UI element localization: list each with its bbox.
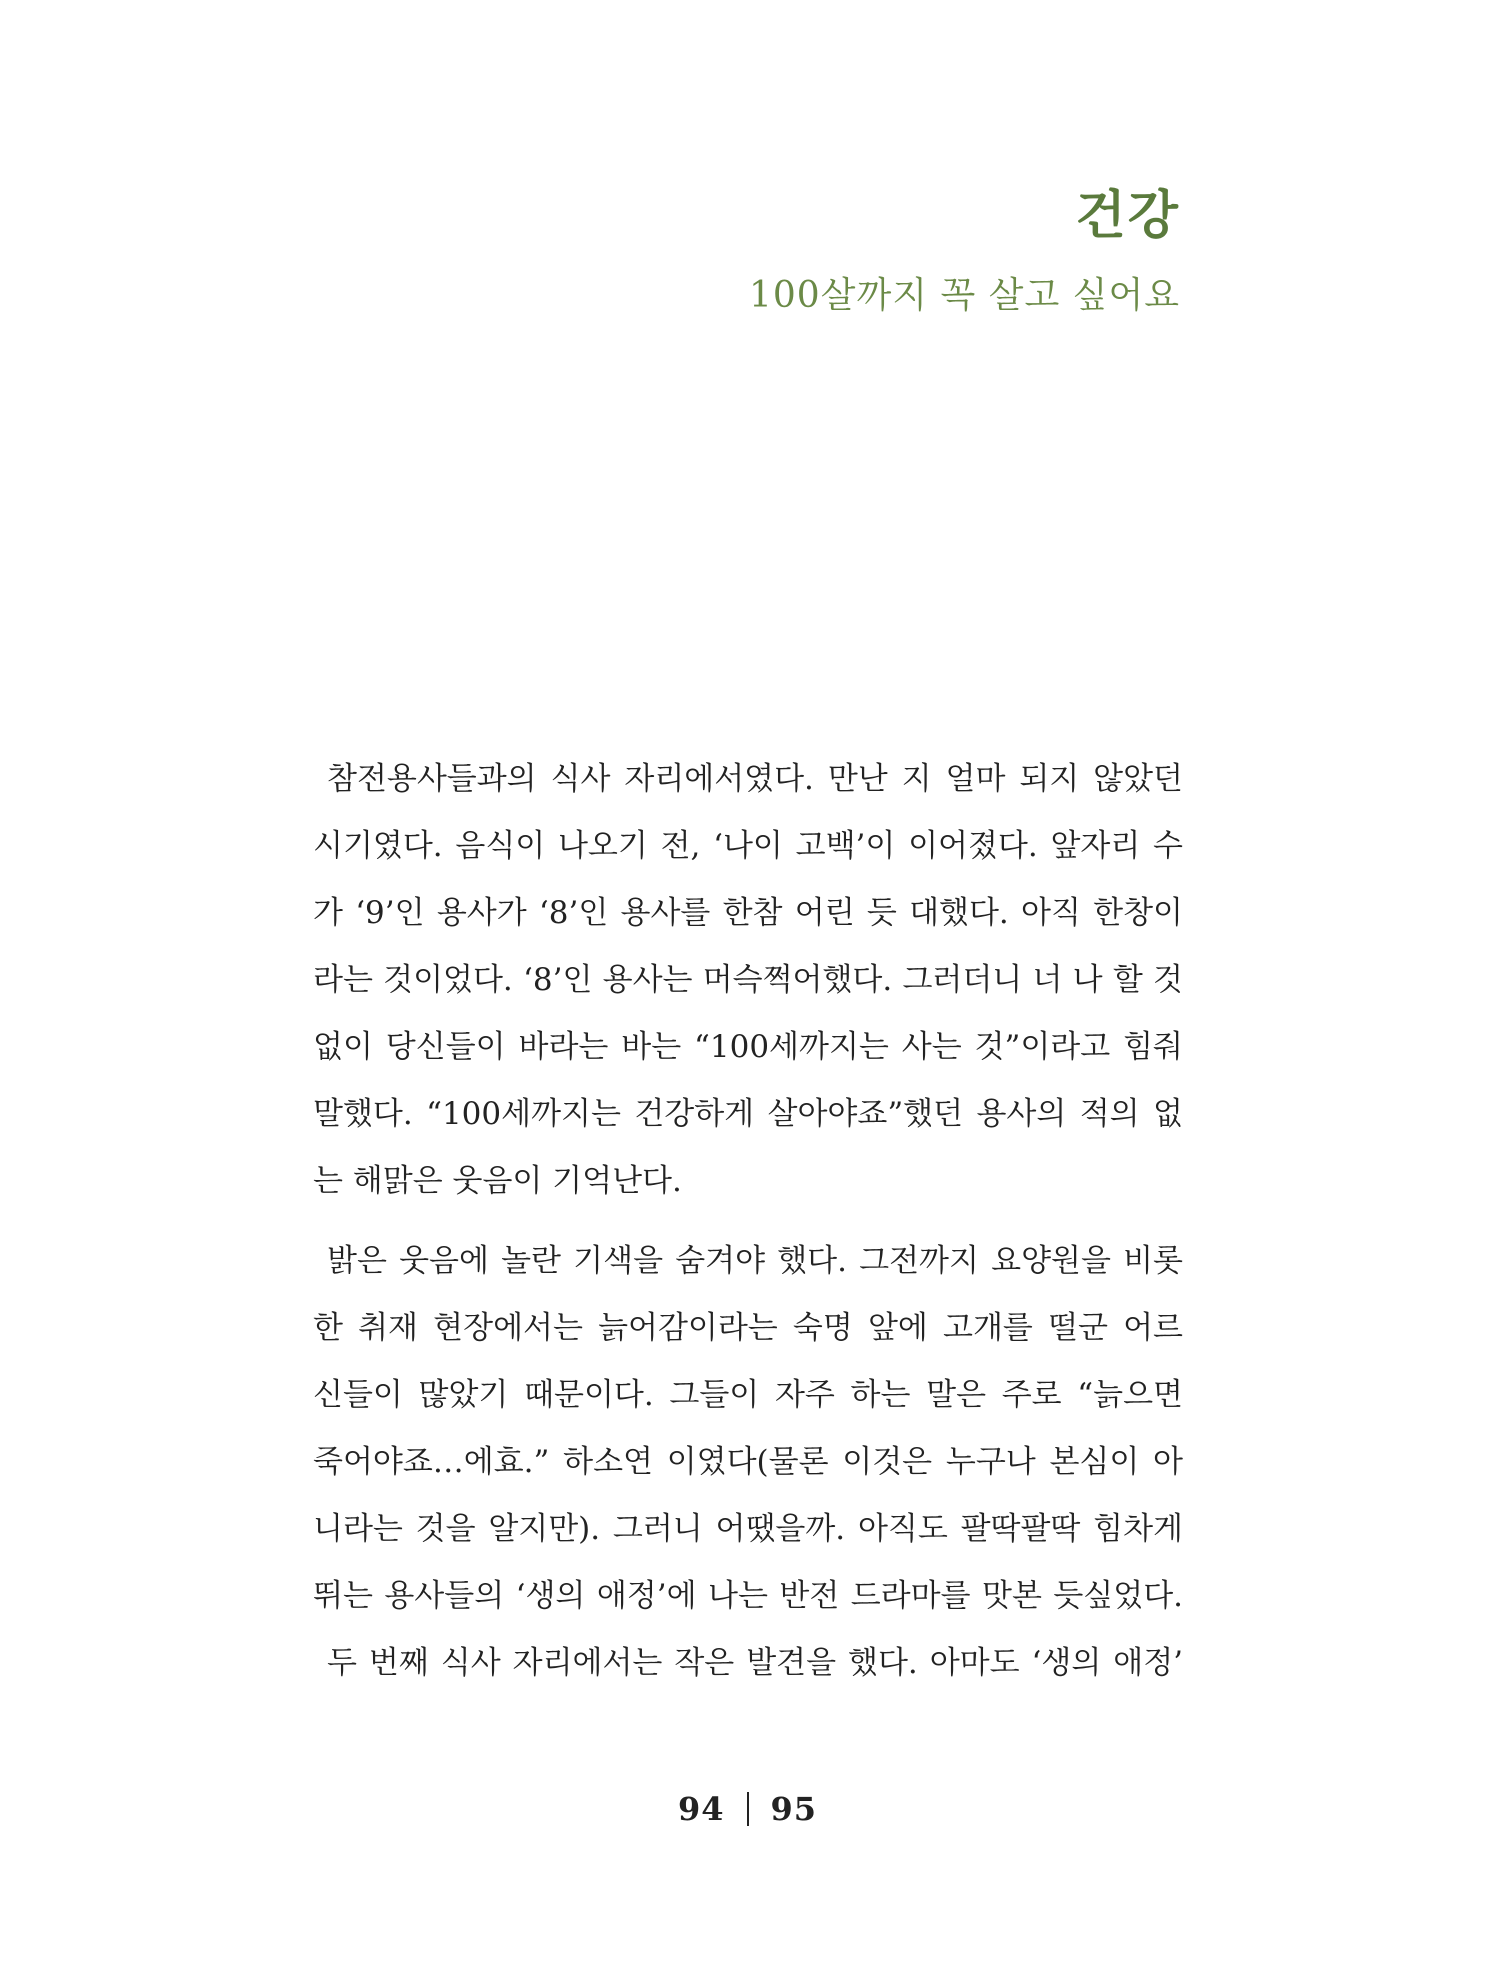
- chapter-title: 건강: [1075, 185, 1180, 246]
- paragraph-line: 밝은 웃음에 놀란 기색을 숨겨야 했다. 그전까지 요양원을 비롯: [327, 1243, 1183, 1279]
- paragraph-line: 죽어야죠…에효.” 하소연 이였다(물론 이것은 누구나 본심이 아: [313, 1444, 1183, 1480]
- page-number-separator: [747, 1792, 749, 1826]
- right-page-number: 95: [770, 1790, 818, 1828]
- page-numbers: [0, 1790, 1495, 1829]
- paragraph-line: 참전용사들과의 식사 자리에서였다. 만난 지 얼마 되지 않았던: [327, 761, 1183, 797]
- paragraph-line: 신들이 많았기 때문이다. 그들이 자주 하는 말은 주로 “늙으면: [313, 1377, 1183, 1413]
- paragraph-2: [313, 1228, 1183, 1697]
- paragraph-line: 한 취재 현장에서는 늙어감이라는 숙명 앞에 고개를 떨군 어르: [313, 1310, 1183, 1346]
- paragraph-line: 니라는 것을 알지만). 그러니 어땠을까. 아직도 팔딱팔딱 힘차게: [313, 1511, 1183, 1547]
- paragraph-line: 라는 것이었다. ‘8’인 용사는 머슥쩍어했다. 그러더니 너 나 할 것: [313, 962, 1183, 998]
- paragraph-1: [313, 746, 1183, 1215]
- chapter-subtitle: 100살까지 꼭 살고 싶어요: [748, 275, 1180, 316]
- left-page-number: 94: [677, 1790, 725, 1828]
- paragraph-line: 가 ‘9’인 용사가 ‘8’인 용사를 한참 어린 듯 대했다. 아직 한창이: [313, 895, 1183, 931]
- paragraph-line: 없이 당신들이 바라는 바는 “100세까지는 사는 것”이라고 힘줘: [313, 1029, 1183, 1065]
- paragraph-line: 뛰는 용사들의 ‘생의 애정’에 나는 반전 드라마를 맛본 듯싶었다.: [313, 1578, 1183, 1614]
- paragraph-line: 두 번째 식사 자리에서는 작은 발견을 했다. 아마도 ‘생의 애정’: [327, 1645, 1183, 1681]
- paragraph-line: 시기였다. 음식이 나오기 전, ‘나이 고백’이 이어졌다. 앞자리 수: [313, 828, 1183, 864]
- paragraph-line: 는 해맑은 웃음이 기억난다.: [313, 1163, 682, 1199]
- paragraph-line: 말했다. “100세까지는 건강하게 살아야죠”했던 용사의 적의 없: [313, 1096, 1183, 1132]
